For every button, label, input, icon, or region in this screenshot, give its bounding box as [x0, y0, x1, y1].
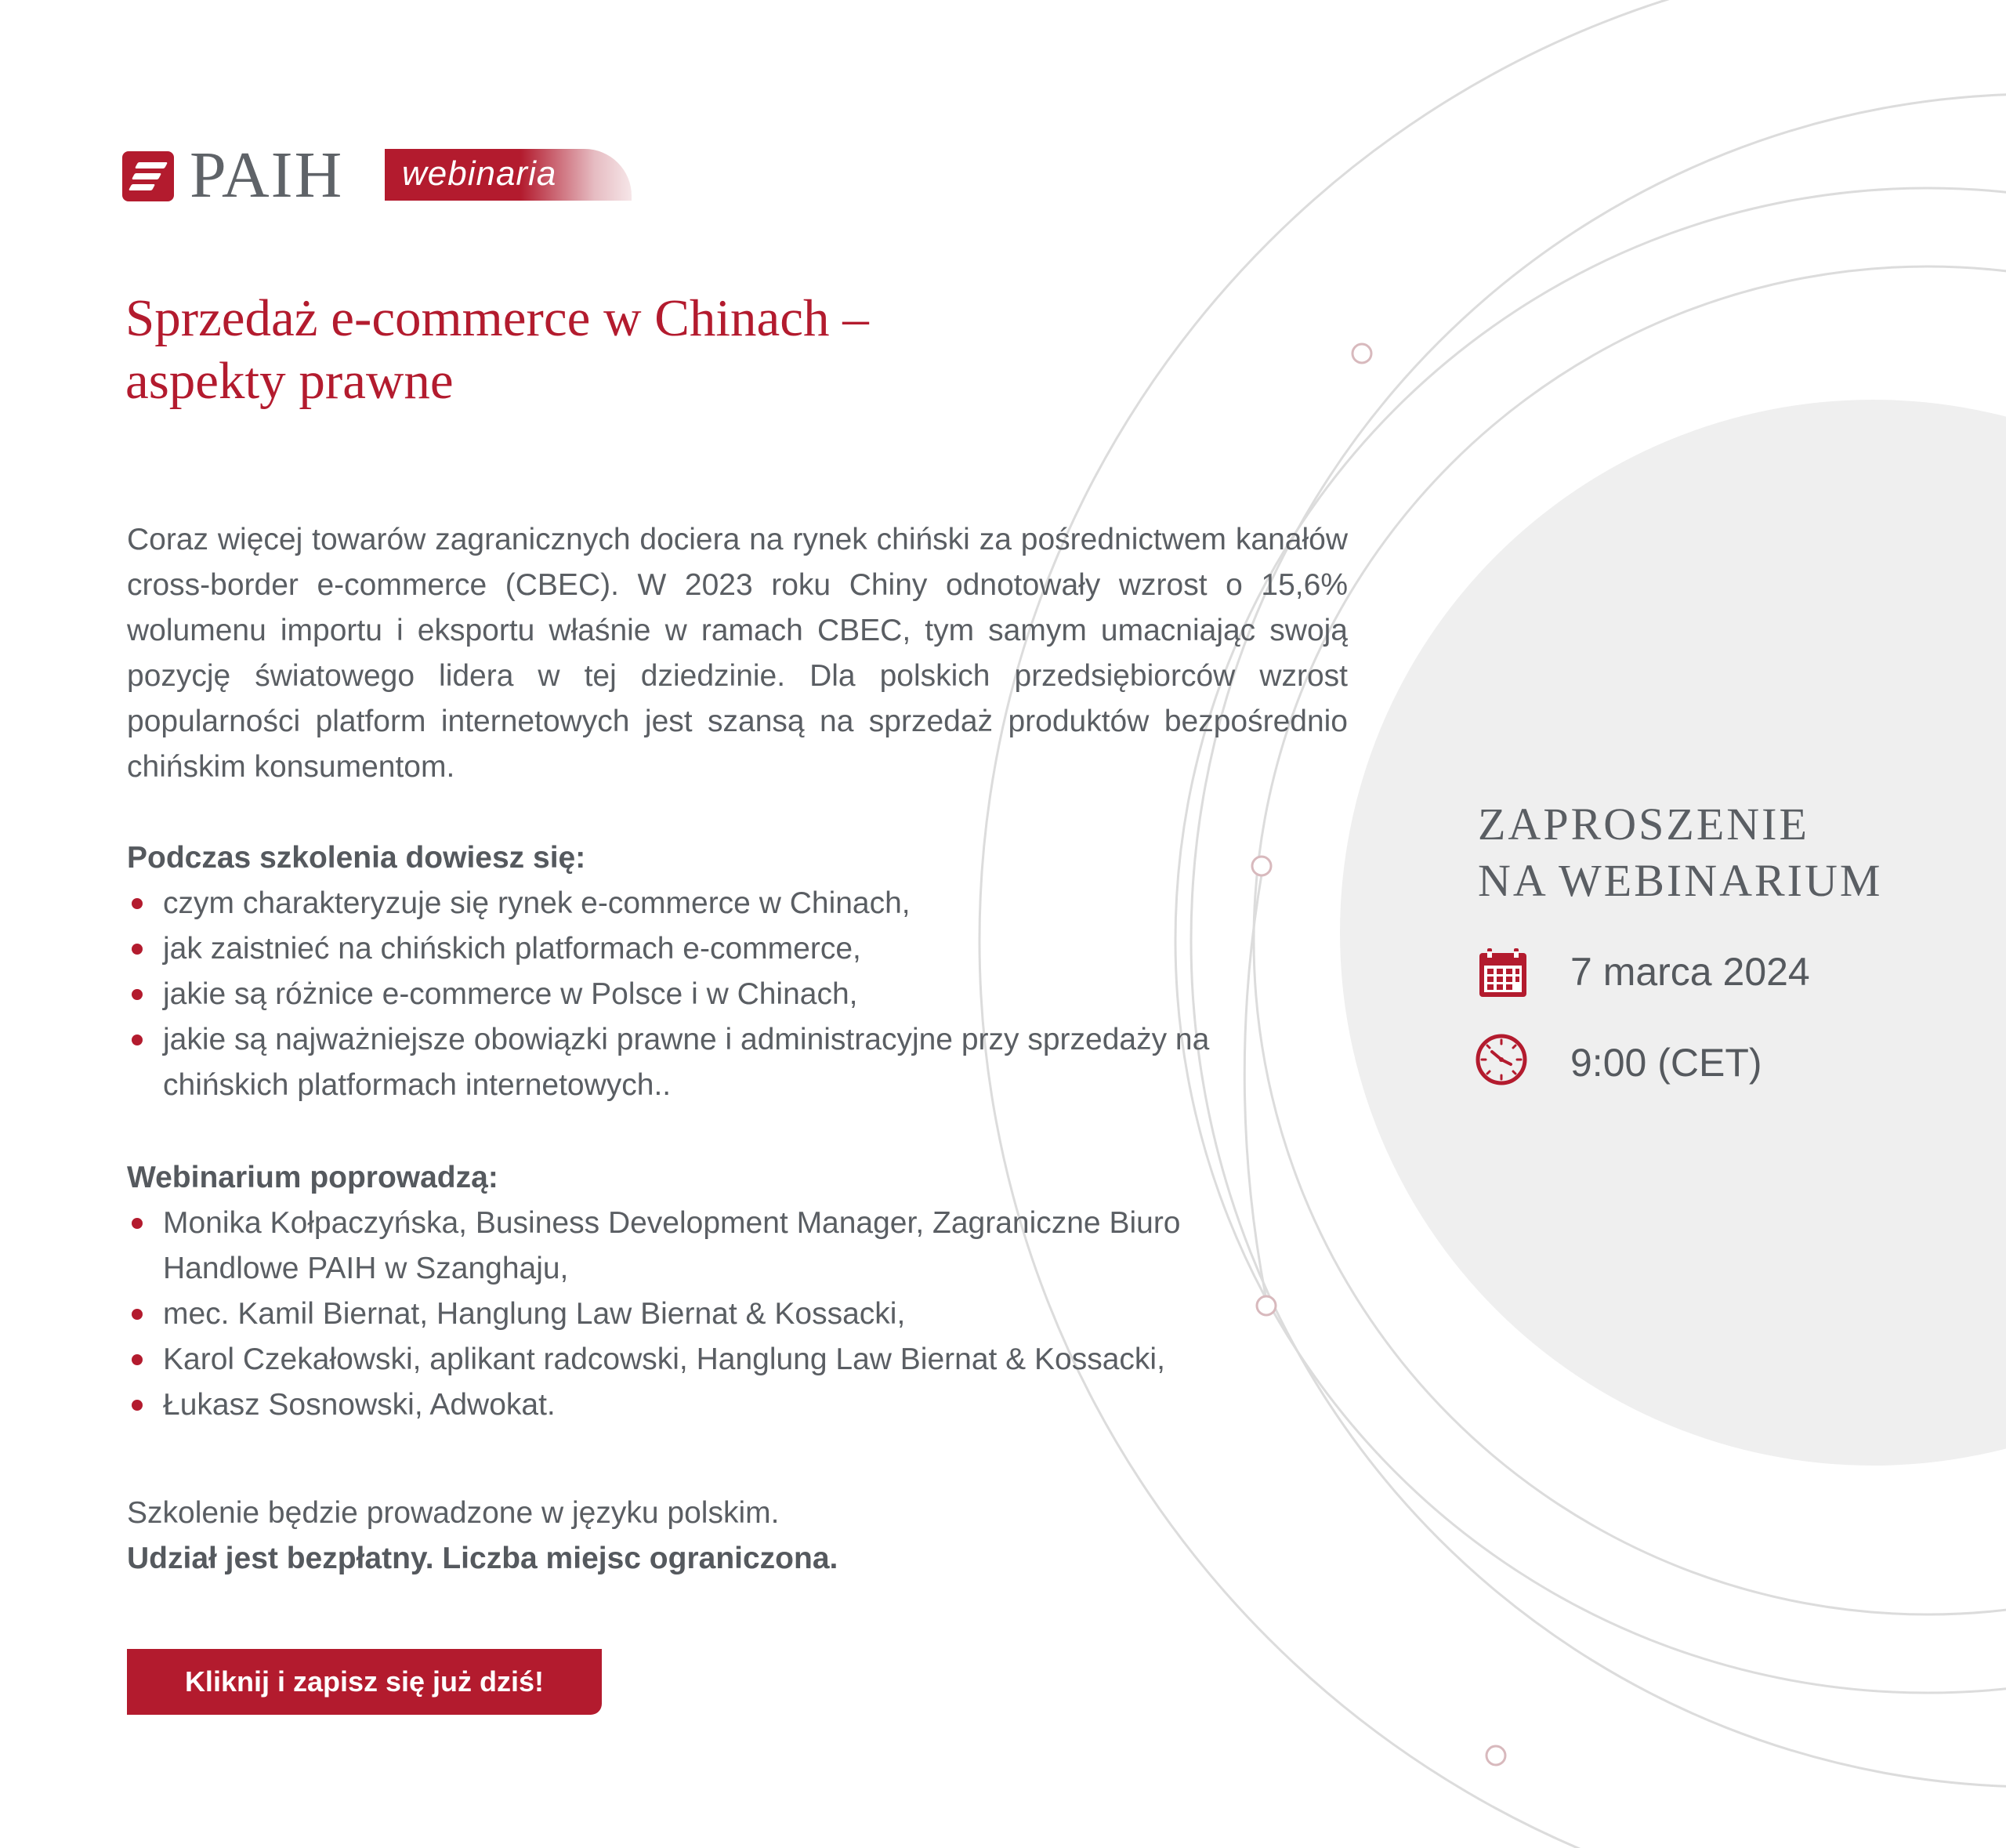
list-item: czym charakteryzuje się rynek e-commerce w Chinach, — [127, 881, 1349, 926]
logo-text: PAIH — [190, 139, 344, 212]
bullet-icon — [132, 1035, 143, 1045]
logo-tag: webinaria — [402, 154, 557, 193]
bullet-icon — [132, 898, 143, 909]
learn-list — [127, 881, 1349, 1108]
bullet-icon — [132, 1309, 143, 1320]
webinar-date: 7 marca 2024 — [1570, 950, 1810, 994]
bullet-icon — [132, 1354, 143, 1365]
bullet-icon — [132, 944, 143, 955]
register-button[interactable]: Kliknij i zapisz się już dziś! — [127, 1649, 602, 1715]
bullet-icon — [132, 989, 143, 1000]
paih-logo — [122, 139, 632, 212]
invitation-line-1: ZAPROSZENIE — [1478, 799, 1809, 850]
list-item: mec. Kamil Biernat, Hanglung Law Biernat & Kossacki, — [127, 1292, 1349, 1337]
free-note: Udział jest bezpłatny. Liczba miejsc ograniczona. — [127, 1542, 838, 1575]
bullet-icon — [132, 1400, 143, 1411]
invitation-line-2: NA WEBINARIUM — [1478, 855, 1883, 906]
paih-logo-icon — [122, 151, 174, 201]
language-note: Szkolenie będzie prowadzone w języku polskim. — [127, 1496, 780, 1530]
intro-paragraph: Coraz więcej towarów zagranicznych dociera na rynek chiński za pośrednictwem kanałów cross-border e-commerce (CBEC). W 2023 roku Chiny odnotowały wzrost o 15,6% wolumenu importu i eksportu właśnie w ramach CBEC, tym samym umacniając swoją pozycję światowego lidera w tej dziedzinie. Dla polskich przedsiębiorców wzrost popularności platform internetowych jest szansą na sprzedaż produktów bezpośrednio chińskim konsumentom. — [127, 523, 1348, 784]
list-item: jak zaistnieć na chińskich platformach e-commerce, — [127, 926, 1349, 972]
webinar-title — [125, 287, 1066, 412]
bullet-icon — [132, 1218, 143, 1229]
decor-node — [1252, 857, 1271, 875]
list-item: jakie są najważniejsze obowiązki prawne i administracyjne przy sprzedaży na chińskich platformach internetowych.. — [127, 1017, 1304, 1108]
webinar-time: 9:00 (CET) — [1570, 1041, 1762, 1085]
invitation-heading — [1478, 796, 1964, 909]
background-disc — [1340, 400, 2006, 1466]
hosts-heading: Webinarium poprowadzą: — [127, 1161, 498, 1194]
decor-node — [1486, 1746, 1505, 1765]
decor-node — [1352, 344, 1371, 363]
list-item: Łukasz Sosnowski, Adwokat. — [127, 1382, 1349, 1428]
list-item: Karol Czekałowski, aplikant radcowski, Hanglung Law Biernat & Kossacki, — [127, 1337, 1349, 1382]
title-line-2: aspekty prawne — [125, 352, 454, 410]
list-item: jakie są różnice e-commerce w Polsce i w Chinach, — [127, 972, 1349, 1017]
title-line-1: Sprzedaż e-commerce w Chinach – — [125, 289, 869, 347]
calendar-icon — [1476, 947, 1530, 1000]
learn-heading: Podczas szkolenia dowiesz się: — [127, 841, 586, 875]
list-item: Monika Kołpaczyńska, Business Development Manager, Zagraniczne Biuro Handlowe PAIH w Szanghaju, — [127, 1201, 1276, 1292]
hosts-list — [127, 1201, 1349, 1428]
clock-icon — [1475, 1033, 1528, 1086]
